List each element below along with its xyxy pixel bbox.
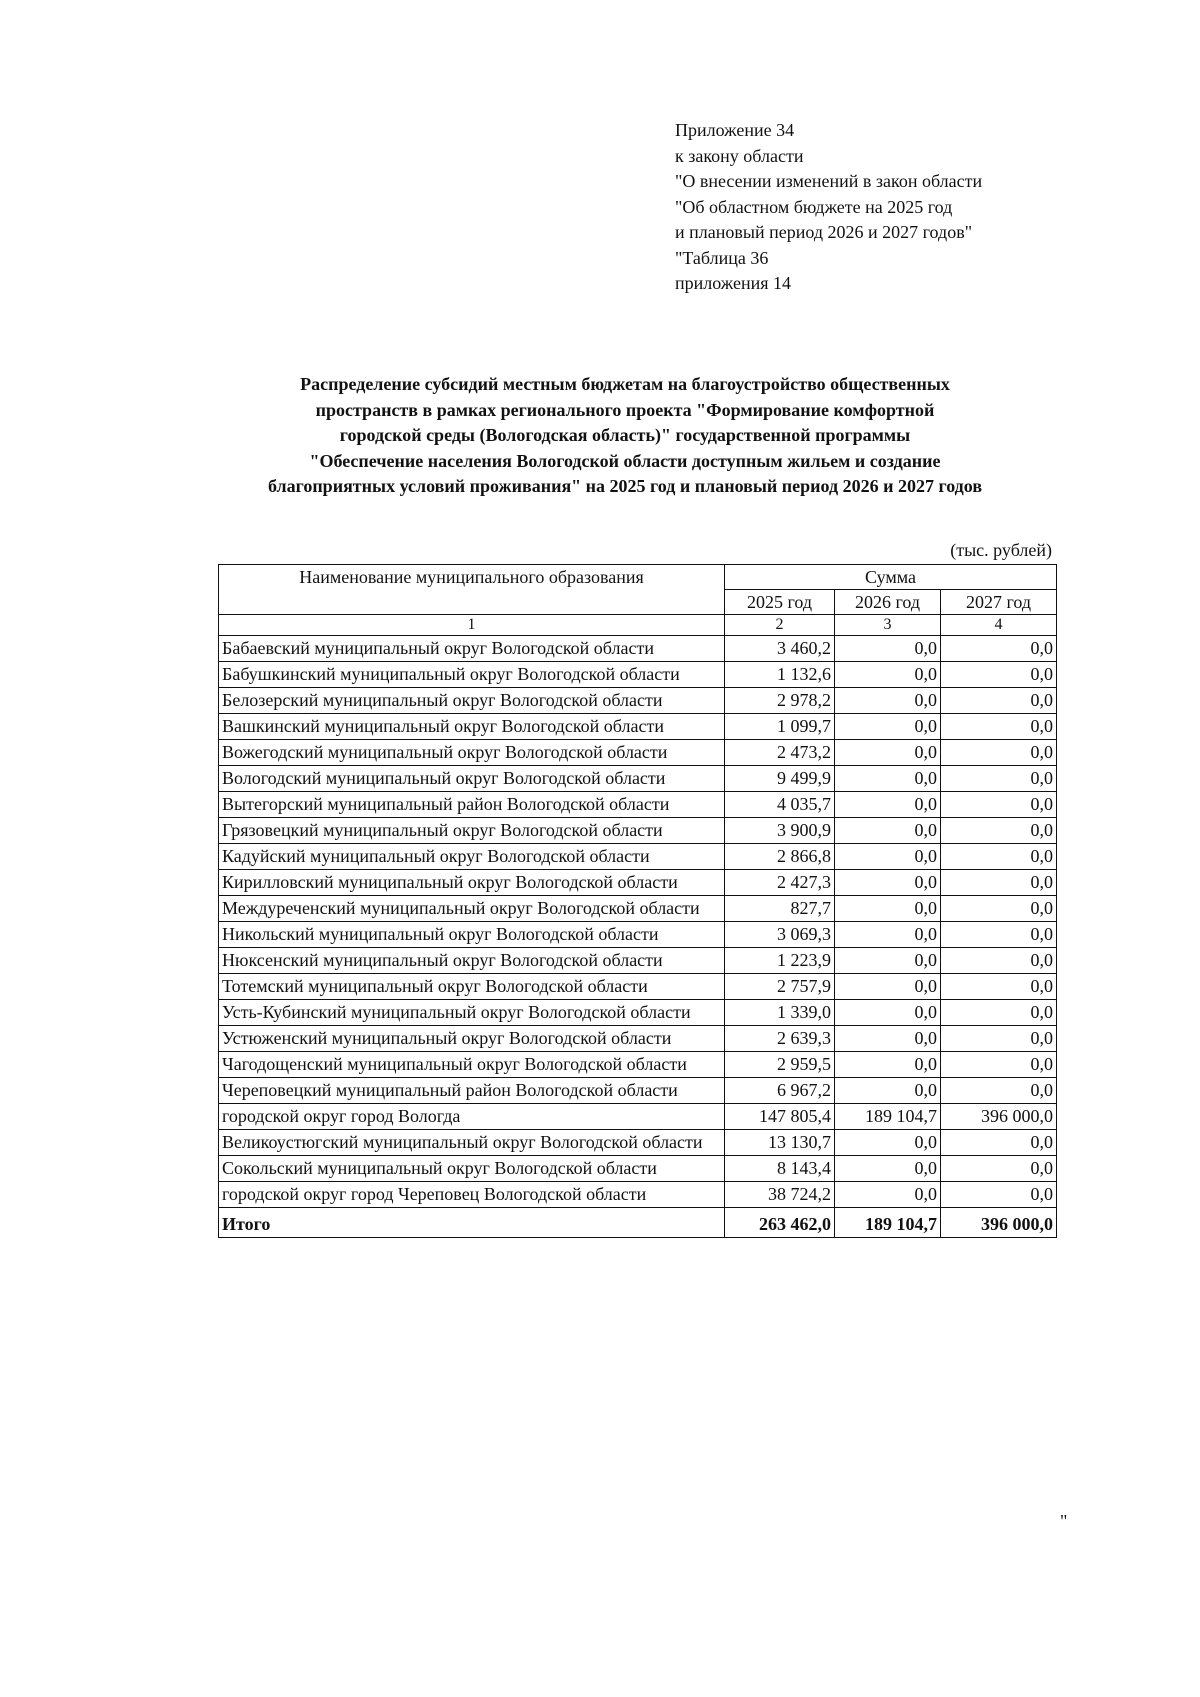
value-2026: 0,0: [835, 636, 941, 662]
table-row: [219, 896, 1057, 922]
value-2025: 6 967,2: [725, 1078, 835, 1104]
header-line: приложения 14: [675, 273, 792, 293]
municipality-name: Бабаевский муниципальный округ Вологодской области: [219, 636, 725, 662]
value-2027: 0,0: [941, 922, 1057, 948]
municipality-name: Никольский муниципальный округ Вологодской области: [219, 922, 725, 948]
value-2026: 0,0: [835, 1130, 941, 1156]
value-2027: 0,0: [941, 1182, 1057, 1208]
subsidy-table: [218, 564, 1057, 1238]
total-row: [219, 1208, 1057, 1238]
value-2027: 0,0: [941, 1130, 1057, 1156]
value-2025: 38 724,2: [725, 1182, 835, 1208]
value-2026: 0,0: [835, 662, 941, 688]
value-2026: 0,0: [835, 870, 941, 896]
table-row: [219, 688, 1057, 714]
table-row: [219, 974, 1057, 1000]
municipality-name: Череповецкий муниципальный район Вологодской области: [219, 1078, 725, 1104]
table-row: [219, 844, 1057, 870]
value-2025: 2 639,3: [725, 1026, 835, 1052]
value-2027: 0,0: [941, 1026, 1057, 1052]
municipality-name: Вологодский муниципальный округ Вологодской области: [219, 766, 725, 792]
table-body: [219, 636, 1057, 1208]
table-row: [219, 948, 1057, 974]
total-2026: 189 104,7: [835, 1208, 941, 1238]
value-2026: 0,0: [835, 922, 941, 948]
header-line: к закону области: [675, 145, 804, 166]
value-2026: 0,0: [835, 896, 941, 922]
value-2025: 147 805,4: [725, 1104, 835, 1130]
municipality-name: Нюксенский муниципальный округ Вологодской области: [219, 948, 725, 974]
header-line: и плановый период 2026 и 2027 годов": [675, 222, 973, 242]
column-header-2025: 2025 год: [725, 590, 835, 615]
value-2027: 0,0: [941, 896, 1057, 922]
value-2027: 0,0: [941, 740, 1057, 766]
municipality-name: Кирилловский муниципальный округ Вологодской области: [219, 870, 725, 896]
table-row: [219, 662, 1057, 688]
table-row: [219, 818, 1057, 844]
value-2025: 3 069,3: [725, 922, 835, 948]
municipality-name: Усть-Кубинский муниципальный округ Вологодской области: [219, 1000, 725, 1026]
value-2026: 0,0: [835, 766, 941, 792]
table-row: [219, 1052, 1057, 1078]
value-2026: 0,0: [835, 1078, 941, 1104]
value-2026: 189 104,7: [835, 1104, 941, 1130]
total-2025: 263 462,0: [725, 1208, 835, 1238]
municipality-name: городской округ город Череповец Вологодской области: [219, 1182, 725, 1208]
table-row: [219, 1000, 1057, 1026]
table-row: [219, 1104, 1057, 1130]
table-row: [219, 1156, 1057, 1182]
title-line: благоприятных условий проживания" на 2025 год и плановый период 2026 и 2027 годов: [267, 476, 983, 496]
value-2025: 2 866,8: [725, 844, 835, 870]
value-2027: 0,0: [941, 792, 1057, 818]
value-2025: 827,7: [725, 896, 835, 922]
municipality-name: Устюженский муниципальный округ Вологодской области: [219, 1026, 725, 1052]
value-2027: 0,0: [941, 662, 1057, 688]
municipality-name: городской округ город Вологда: [219, 1104, 725, 1130]
value-2026: 0,0: [835, 818, 941, 844]
table-row: [219, 1130, 1057, 1156]
header-line: "Таблица 36: [675, 247, 769, 268]
municipality-name: Междуреченский муниципальный округ Вологодской области: [219, 896, 725, 922]
value-2025: 13 130,7: [725, 1130, 835, 1156]
total-2027: 396 000,0: [941, 1208, 1057, 1238]
value-2026: 0,0: [835, 974, 941, 1000]
municipality-name: Вашкинский муниципальный округ Вологодской области: [219, 714, 725, 740]
value-2027: 0,0: [941, 766, 1057, 792]
value-2026: 0,0: [835, 1026, 941, 1052]
header-line: "О внесении изменений в закон области: [675, 171, 983, 191]
header-line: "Об областном бюджете на 2025 год: [675, 196, 953, 217]
table-row: [219, 714, 1057, 740]
column-index: 2: [725, 615, 835, 636]
value-2025: 2 959,5: [725, 1052, 835, 1078]
value-2025: 1 099,7: [725, 714, 835, 740]
municipality-name: Вожегодский муниципальный округ Вологодской области: [219, 740, 725, 766]
column-header-2026: 2026 год: [835, 590, 941, 615]
appendix-header: [675, 118, 982, 297]
municipality-name: Вытегорский муниципальный район Вологодской области: [219, 792, 725, 818]
value-2025: 4 035,7: [725, 792, 835, 818]
municipality-name: Белозерский муниципальный округ Вологодской области: [219, 688, 725, 714]
value-2027: 0,0: [941, 714, 1057, 740]
value-2027: 0,0: [941, 974, 1057, 1000]
municipality-name: Тотемский муниципальный округ Вологодской области: [219, 974, 725, 1000]
header-line: Приложение 34: [675, 120, 795, 140]
value-2025: 3 460,2: [725, 636, 835, 662]
table-row: [219, 636, 1057, 662]
value-2027: 0,0: [941, 1156, 1057, 1182]
column-index: 3: [835, 615, 941, 636]
value-2027: 0,0: [941, 1000, 1057, 1026]
table-row: [219, 740, 1057, 766]
value-2025: 2 978,2: [725, 688, 835, 714]
value-2027: 0,0: [941, 636, 1057, 662]
title-line: пространств в рамках регионального проекта "Формирование комфортной: [315, 399, 935, 420]
value-2027: 0,0: [941, 1052, 1057, 1078]
value-2027: 0,0: [941, 818, 1057, 844]
value-2025: 2 757,9: [725, 974, 835, 1000]
table-row: [219, 870, 1057, 896]
value-2026: 0,0: [835, 1182, 941, 1208]
municipality-name: Сокольский муниципальный округ Вологодской области: [219, 1156, 725, 1182]
table-row: [219, 792, 1057, 818]
value-2026: 0,0: [835, 844, 941, 870]
column-index: 1: [219, 615, 725, 636]
value-2025: 9 499,9: [725, 766, 835, 792]
value-2026: 0,0: [835, 1000, 941, 1026]
value-2025: 1 339,0: [725, 1000, 835, 1026]
municipality-name: Бабушкинский муниципальный округ Вологодской области: [219, 662, 725, 688]
value-2025: 8 143,4: [725, 1156, 835, 1182]
value-2027: 0,0: [941, 870, 1057, 896]
value-2025: 2 427,3: [725, 870, 835, 896]
closing-quote: ": [1060, 1511, 1068, 1531]
units-label: (тыс. рублей): [950, 540, 1052, 560]
value-2027: 396 000,0: [941, 1104, 1057, 1130]
value-2026: 0,0: [835, 792, 941, 818]
title-line: Распределение субсидий местным бюджетам на благоустройство общественных: [300, 374, 950, 394]
municipality-name: Великоустюгский муниципальный округ Вологодской области: [219, 1130, 725, 1156]
value-2026: 0,0: [835, 1156, 941, 1182]
value-2025: 3 900,9: [725, 818, 835, 844]
value-2025: 1 132,6: [725, 662, 835, 688]
value-2027: 0,0: [941, 1078, 1057, 1104]
municipality-name: Чагодощенский муниципальный округ Вологодской области: [219, 1052, 725, 1078]
value-2026: 0,0: [835, 948, 941, 974]
value-2026: 0,0: [835, 740, 941, 766]
column-header-name: Наименование муниципального образования: [219, 565, 725, 615]
title-line: городской среды (Вологодская область)" государственной программы: [339, 425, 911, 445]
table-row: [219, 1078, 1057, 1104]
value-2026: 0,0: [835, 714, 941, 740]
table-row: [219, 1026, 1057, 1052]
title-line: "Обеспечение населения Вологодской области доступным жильем и создание: [309, 450, 941, 471]
municipality-name: Грязовецкий муниципальный округ Вологодской области: [219, 818, 725, 844]
value-2025: 2 473,2: [725, 740, 835, 766]
value-2027: 0,0: [941, 948, 1057, 974]
value-2026: 0,0: [835, 1052, 941, 1078]
value-2027: 0,0: [941, 844, 1057, 870]
value-2027: 0,0: [941, 688, 1057, 714]
document-title: [200, 372, 1050, 500]
column-header-2027: 2027 год: [941, 590, 1057, 615]
table-row: [219, 766, 1057, 792]
municipality-name: Кадуйский муниципальный округ Вологодской области: [219, 844, 725, 870]
value-2025: 1 223,9: [725, 948, 835, 974]
total-label: Итого: [219, 1208, 725, 1238]
value-2026: 0,0: [835, 688, 941, 714]
column-header-sum: Сумма: [725, 565, 1057, 590]
column-index: 4: [941, 615, 1057, 636]
table-row: [219, 1182, 1057, 1208]
table-row: [219, 922, 1057, 948]
